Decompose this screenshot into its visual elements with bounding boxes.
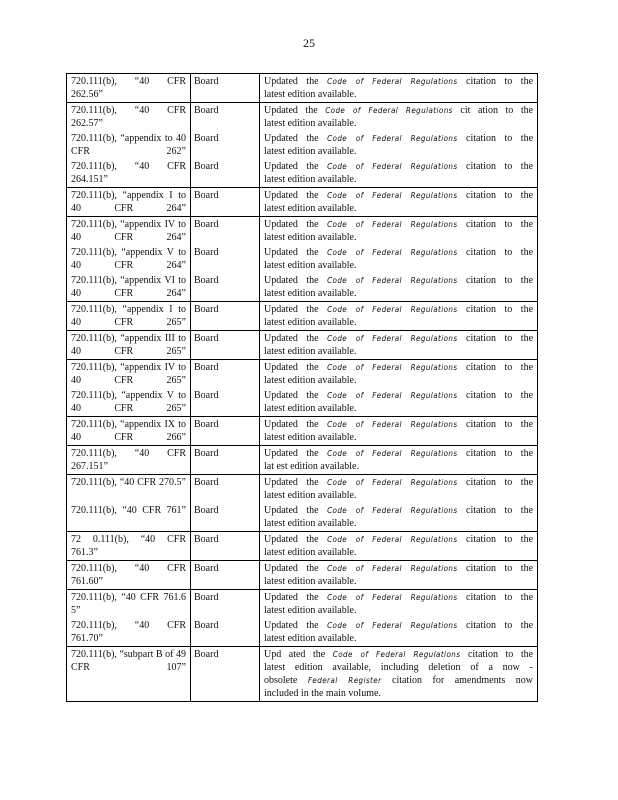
action-citation: citation to the bbox=[466, 534, 534, 545]
table-row bbox=[67, 217, 538, 246]
action-citation: citation to the bbox=[466, 275, 534, 286]
table-row bbox=[67, 103, 538, 132]
cfr-title: Code of Federal Regulations bbox=[327, 191, 458, 200]
source-cell: Board bbox=[191, 647, 260, 702]
section-cell: 720.111(b), “40 CFR 761.6 5” bbox=[67, 590, 191, 619]
source-cell: Board bbox=[191, 590, 260, 619]
action-latest: latest edition available. bbox=[264, 288, 357, 299]
federal-register-title: Federal Register bbox=[307, 676, 382, 685]
section-cell: 720.111(b), “40 CFR 761.70” bbox=[67, 618, 191, 647]
section-cell: 720.111(b), “appendix VI to 40 CFR 264” bbox=[67, 273, 191, 302]
action-cell bbox=[260, 446, 538, 475]
action-updated: Updated the bbox=[264, 275, 319, 286]
action-cell bbox=[260, 331, 538, 360]
cfr-title: Code of Federal Regulations bbox=[325, 106, 453, 115]
table-row bbox=[67, 273, 538, 302]
cfr-title: Code of Federal Regulations bbox=[327, 305, 458, 314]
action-updated: Updated the bbox=[264, 219, 319, 230]
action-updated: Updated the bbox=[264, 534, 319, 545]
action-citation: citation to the bbox=[466, 505, 534, 516]
section-cell: 72 0.111(b), “40 CFR 761.3” bbox=[67, 532, 191, 561]
cfr-title: Code of Federal Regulations bbox=[327, 449, 458, 458]
action-citation: citation to the bbox=[467, 649, 534, 660]
action-cell bbox=[260, 388, 538, 417]
source-cell: Board bbox=[191, 360, 260, 389]
action-latest: latest edition available. bbox=[264, 146, 357, 157]
action-citation: citation to the bbox=[466, 304, 534, 315]
section-cell: 720.111(b), “appendix III to 40 CFR 265” bbox=[67, 331, 191, 360]
cfr-title: Code of Federal Regulations bbox=[327, 162, 458, 171]
action-citation: citation to the bbox=[466, 419, 534, 430]
action-latest: latest edition available. bbox=[264, 633, 357, 644]
action-line: latest edition available, including deletion of a now - bbox=[264, 662, 533, 673]
action-citation: citation to the bbox=[466, 448, 534, 459]
action-updated: Updated the bbox=[264, 448, 319, 459]
action-latest: latest edition available. bbox=[264, 403, 357, 414]
source-cell: Board bbox=[191, 245, 260, 273]
action-cell bbox=[260, 417, 538, 446]
table-row bbox=[67, 446, 538, 475]
cfr-title: Code of Federal Regulations bbox=[327, 363, 458, 372]
action-citation: citation to the bbox=[466, 76, 534, 87]
action-latest: latest edition available. bbox=[264, 605, 357, 616]
action-citation: citation to the bbox=[466, 133, 534, 144]
cfr-title: Code of Federal Regulations bbox=[327, 420, 458, 429]
action-latest: latest edition available. bbox=[264, 203, 357, 214]
table-row bbox=[67, 74, 538, 103]
action-updated: Updated the bbox=[264, 133, 319, 144]
source-cell: Board bbox=[191, 503, 260, 532]
cfr-title: Code of Federal Regulations bbox=[327, 506, 458, 515]
source-cell: Board bbox=[191, 74, 260, 103]
source-cell: Board bbox=[191, 388, 260, 417]
cfr-title: Code of Federal Regulations bbox=[327, 248, 458, 257]
action-citation: citation to the bbox=[466, 390, 534, 401]
action-citation: citation to the bbox=[466, 190, 534, 201]
action-updated: Updated the bbox=[264, 161, 319, 172]
amendments-table bbox=[66, 73, 538, 702]
table-row bbox=[67, 417, 538, 446]
source-cell: Board bbox=[191, 273, 260, 302]
table-row bbox=[67, 647, 538, 702]
source-cell: Board bbox=[191, 159, 260, 188]
action-latest: latest edition available. bbox=[264, 317, 357, 328]
action-cell bbox=[260, 475, 538, 504]
action-cell bbox=[260, 503, 538, 532]
action-cell bbox=[260, 647, 538, 702]
action-latest: latest edition available. bbox=[264, 490, 357, 501]
table-row bbox=[67, 245, 538, 273]
action-updated: Updated the bbox=[264, 105, 318, 116]
source-cell: Board bbox=[191, 103, 260, 132]
action-latest: latest edition available. bbox=[264, 346, 357, 357]
source-cell: Board bbox=[191, 446, 260, 475]
table-row bbox=[67, 561, 538, 590]
section-cell: 720.111(b), “40 CFR 262.57” bbox=[67, 103, 191, 132]
source-cell: Board bbox=[191, 188, 260, 217]
cfr-title: Code of Federal Regulations bbox=[327, 334, 458, 343]
action-updated: Updated the bbox=[264, 592, 319, 603]
action-latest: latest edition available. bbox=[264, 576, 357, 587]
action-cell bbox=[260, 590, 538, 619]
section-cell: 720.111(b), “40 CFR 270.5” bbox=[67, 475, 191, 504]
section-cell: 720.111(b), “40 CFR 761.60” bbox=[67, 561, 191, 590]
action-cell bbox=[260, 159, 538, 188]
source-cell: Board bbox=[191, 331, 260, 360]
action-updated: Updated the bbox=[264, 333, 319, 344]
section-cell: 720.111(b), “40 CFR 262.56” bbox=[67, 74, 191, 103]
source-cell: Board bbox=[191, 417, 260, 446]
action-cell bbox=[260, 74, 538, 103]
action-updated: Updated the bbox=[264, 505, 319, 516]
cfr-title: Code of Federal Regulations bbox=[327, 593, 458, 602]
source-cell: Board bbox=[191, 475, 260, 504]
section-cell: 720.111(b), “40 CFR 267.151” bbox=[67, 446, 191, 475]
table-row bbox=[67, 590, 538, 619]
table-row bbox=[67, 331, 538, 360]
action-latest: latest edition available. bbox=[264, 118, 357, 129]
action-updated: Updated the bbox=[264, 390, 319, 401]
page-number: 25 bbox=[303, 36, 315, 50]
section-cell: 720.111(b), “appendix I to 40 CFR 264” bbox=[67, 188, 191, 217]
action-citation: citation to the bbox=[466, 362, 534, 373]
source-cell: Board bbox=[191, 532, 260, 561]
section-cell: 720.111(b), “40 CFR 264.151” bbox=[67, 159, 191, 188]
action-text: citation for amendments now bbox=[392, 675, 533, 686]
section-cell: 720.111(b), “40 CFR 761” bbox=[67, 503, 191, 532]
action-cell bbox=[260, 618, 538, 647]
cfr-title: Code of Federal Regulations bbox=[327, 621, 458, 630]
cfr-title: Code of Federal Regulations bbox=[327, 564, 458, 573]
cfr-title: Code of Federal Regulations bbox=[332, 650, 461, 659]
action-line: included in the main volume. bbox=[264, 688, 381, 699]
source-cell: Board bbox=[191, 618, 260, 647]
action-updated: Updated the bbox=[264, 190, 319, 201]
section-cell: 720.111(b), “appendix IV to 40 CFR 265” bbox=[67, 360, 191, 389]
section-cell: 720.111(b), “appendix IX to 40 CFR 266” bbox=[67, 417, 191, 446]
section-cell: 720.111(b), “appendix V to 40 CFR 265” bbox=[67, 388, 191, 417]
action-updated: Updated the bbox=[264, 477, 319, 488]
action-citation: cit ation to the bbox=[460, 105, 534, 116]
action-cell bbox=[260, 245, 538, 273]
action-citation: citation to the bbox=[466, 161, 534, 172]
cfr-title: Code of Federal Regulations bbox=[327, 535, 458, 544]
action-citation: citation to the bbox=[466, 477, 534, 488]
action-updated: Updated the bbox=[264, 563, 319, 574]
action-updated: Updated the bbox=[264, 247, 319, 258]
action-latest: latest edition available. bbox=[264, 547, 357, 558]
section-cell: 720.111(b), “subpart B of 49 CFR 107” bbox=[67, 647, 191, 702]
action-updated: Upd ated the bbox=[264, 649, 326, 660]
cfr-title: Code of Federal Regulations bbox=[327, 276, 458, 285]
source-cell: Board bbox=[191, 561, 260, 590]
cfr-title: Code of Federal Regulations bbox=[327, 391, 458, 400]
action-citation: citation to the bbox=[466, 563, 534, 574]
table-row bbox=[67, 388, 538, 417]
source-cell: Board bbox=[191, 302, 260, 331]
table-row bbox=[67, 188, 538, 217]
action-latest: latest edition available. bbox=[264, 375, 357, 386]
table-row bbox=[67, 532, 538, 561]
action-updated: Updated the bbox=[264, 620, 319, 631]
source-cell: Board bbox=[191, 217, 260, 246]
action-updated: Updated the bbox=[264, 419, 319, 430]
action-cell bbox=[260, 131, 538, 159]
table-row bbox=[67, 159, 538, 188]
section-cell: 720.111(b), “appendix to 40 CFR 262” bbox=[67, 131, 191, 159]
action-updated: Updated the bbox=[264, 362, 319, 373]
action-cell bbox=[260, 360, 538, 389]
action-citation: citation to the bbox=[466, 333, 534, 344]
section-cell: 720.111(b), “appendix V to 40 CFR 264” bbox=[67, 245, 191, 273]
action-latest: latest edition available. bbox=[264, 232, 357, 243]
action-latest: lat est edition available. bbox=[264, 461, 359, 472]
cfr-title: Code of Federal Regulations bbox=[327, 220, 458, 229]
section-cell: 720.111(b), “appendix IV to 40 CFR 264” bbox=[67, 217, 191, 246]
action-latest: latest edition available. bbox=[264, 89, 357, 100]
table-row bbox=[67, 503, 538, 532]
table-row bbox=[67, 475, 538, 504]
table-row bbox=[67, 302, 538, 331]
section-cell: 720.111(b), “appendix I to 40 CFR 265” bbox=[67, 302, 191, 331]
action-latest: latest edition available. bbox=[264, 518, 357, 529]
action-citation: citation to the bbox=[466, 592, 534, 603]
table-row bbox=[67, 618, 538, 647]
action-cell bbox=[260, 103, 538, 132]
action-citation: citation to the bbox=[466, 247, 534, 258]
cfr-title: Code of Federal Regulations bbox=[327, 478, 458, 487]
action-latest: latest edition available. bbox=[264, 432, 357, 443]
action-latest: latest edition available. bbox=[264, 260, 357, 271]
action-updated: Updated the bbox=[264, 304, 319, 315]
action-latest: latest edition available. bbox=[264, 174, 357, 185]
action-cell bbox=[260, 561, 538, 590]
cfr-title: Code of Federal Regulations bbox=[327, 77, 458, 86]
action-citation: citation to the bbox=[466, 620, 534, 631]
action-cell bbox=[260, 273, 538, 302]
action-cell bbox=[260, 188, 538, 217]
action-cell bbox=[260, 217, 538, 246]
action-text: obsolete bbox=[264, 675, 298, 686]
action-cell bbox=[260, 302, 538, 331]
action-cell bbox=[260, 532, 538, 561]
table-row bbox=[67, 131, 538, 159]
source-cell: Board bbox=[191, 131, 260, 159]
cfr-title: Code of Federal Regulations bbox=[327, 134, 458, 143]
table-row bbox=[67, 360, 538, 389]
action-updated: Updated the bbox=[264, 76, 319, 87]
action-citation: citation to the bbox=[466, 219, 534, 230]
